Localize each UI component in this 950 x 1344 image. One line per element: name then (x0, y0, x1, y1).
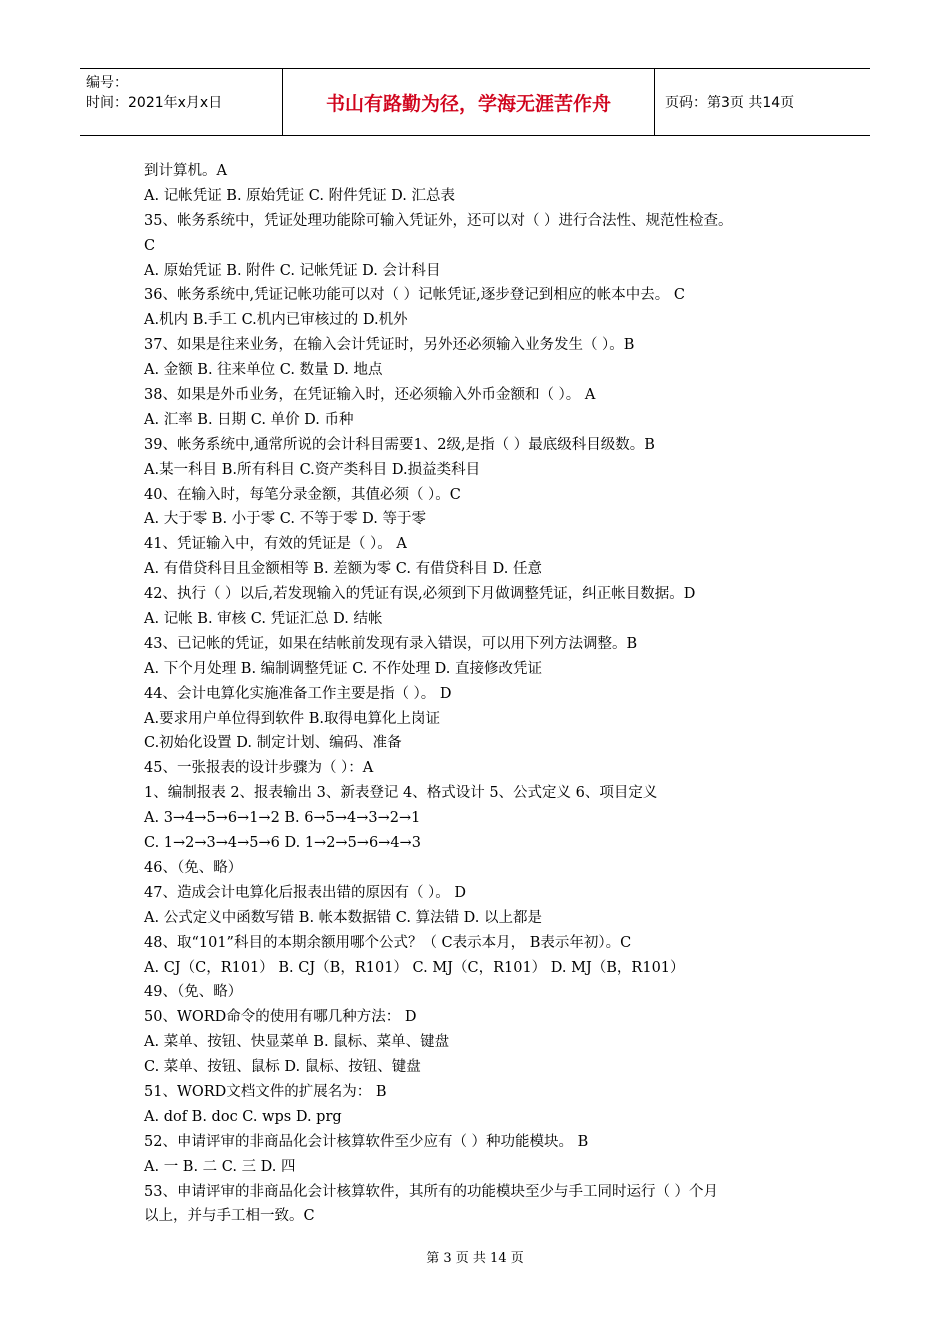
text-line: A. CJ（C，R101） B. CJ（B，R101） C. MJ（C，R101） D. MJ（B，R101） (144, 959, 685, 976)
text-line: 52、申请评审的非商品化会计核算软件至少应有（ ）种功能模块。 B (144, 1133, 589, 1150)
document-time-label: 时间：2021年x月x日 (86, 95, 223, 111)
text-line: A. 有借贷科目且金额相等 B. 差额为零 C. 有借贷科目 D. 任意 (144, 561, 543, 578)
text-line: C. 1→2→3→4→5→6 D. 1→2→5→6→4→3 (144, 835, 421, 852)
text-line: A. 大于零 B. 小于零 C. 不等于零 D. 等于零 (144, 511, 427, 528)
text-line: A. dof B. doc C. wps D. prg (144, 1108, 342, 1125)
text-line: 42、执行（ ）以后,若发现输入的凭证有误,必须到下月做调整凭证，纠正帐目数据。D (144, 586, 696, 603)
text-line: A. 记帐 B. 审核 C. 凭证汇总 D. 结帐 (144, 611, 383, 628)
text-line: A. 汇率 B. 日期 C. 单价 D. 币种 (144, 411, 354, 428)
header-info-cell (80, 69, 283, 135)
page-header (80, 68, 870, 136)
text-line: C.初始化设置 D. 制定计划、编码、准备 (144, 735, 402, 752)
header-motto: 书山有路勤为径，学海无涯苦作舟 (283, 69, 655, 135)
text-line: 50、WORD命令的使用有哪几种方法： D (144, 1009, 417, 1026)
text-line: A. 金额 B. 往来单位 C. 数量 D. 地点 (144, 362, 383, 379)
text-line: 以上，并与手工相一致。C (144, 1208, 315, 1225)
text-line: 43、已记帐的凭证，如果在结帐前发现有录入错误，可以用下列方法调整。B (144, 635, 638, 652)
text-line: 38、如果是外币业务，在凭证输入时，还必须输入外币金额和（ ）。 A (144, 387, 596, 404)
text-line: A.某一科目 B.所有科目 C.资产类科目 D.损益类科目 (144, 461, 481, 478)
page-footer: 第 3 页 共 14 页 (426, 1251, 524, 1266)
text-line: 到计算机。A (144, 163, 227, 179)
text-line: 35、帐务系统中，凭证处理功能除可输入凭证外，还可以对（ ）进行合法性、规范性检查。 (144, 212, 733, 229)
text-line: 45、一张报表的设计步骤为（ ）：A (144, 760, 374, 777)
header-page-info: 页码：第3页 共14页 (665, 95, 795, 111)
text-line: 37、如果是往来业务，在输入会计凭证时，另外还必须输入业务发生（ ）。B (144, 337, 635, 354)
text-line: A. 原始凭证 B. 附件 C. 记帐凭证 D. 会计科目 (144, 262, 441, 279)
text-line: 53、申请评审的非商品化会计核算软件，其所有的功能模块至少与手工同时运行（ ）个月 (144, 1183, 719, 1200)
document-number-label: 编号： (86, 75, 128, 91)
text-line: A. 公式定义中函数写错 B. 帐本数据错 C. 算法错 D. 以上都是 (144, 909, 543, 926)
text-line: A. 菜单、按钮、快显菜单 B. 鼠标、菜单、键盘 (144, 1034, 450, 1051)
text-line: 36、帐务系统中,凭证记帐功能可以对（ ）记帐凭证,逐步登记到相应的帐本中去。 C (144, 287, 685, 304)
text-line: A. 记帐凭证 B. 原始凭证 C. 附件凭证 D. 汇总表 (144, 187, 456, 204)
text-line: 40、在输入时，每笔分录金额，其值必须（ ）。C (144, 486, 461, 503)
text-line: A. 3→4→5→6→1→2 B. 6→5→4→3→2→1 (144, 810, 421, 827)
text-line: 41、凭证输入中，有效的凭证是（ ）。 A (144, 536, 407, 553)
text-line: A.要求用户单位得到软件 B.取得电算化上岗证 (144, 710, 440, 727)
text-line: C. 菜单、按钮、鼠标 D. 鼠标、按钮、键盘 (144, 1059, 421, 1076)
text-line: 44、会计电算化实施准备工作主要是指（ ）。 D (144, 685, 452, 702)
text-line: 51、WORD文档文件的扩展名为： B (144, 1083, 387, 1100)
text-line: A. 一 B. 二 C. 三 D. 四 (144, 1158, 296, 1175)
text-line: 49、（免、略） (144, 984, 243, 1001)
text-line: 39、帐务系统中,通常所说的会计科目需要1、2级,是指（ ）最底级科目级数。B (144, 436, 655, 453)
text-line: 47、造成会计电算化后报表出错的原因有（ ）。 D (144, 884, 467, 901)
document-body (144, 159, 834, 1229)
text-line: A.机内 B.手工 C.机内已审核过的 D.机外 (144, 312, 408, 329)
text-line: C (144, 237, 156, 254)
text-line: 46、（免、略） (144, 859, 243, 876)
text-line: 1、编制报表 2、报表输出 3、新表登记 4、格式设计 5、公式定义 6、项目定义 (144, 785, 658, 802)
text-line: A. 下个月处理 B. 编制调整凭证 C. 不作处理 D. 直接修改凭证 (144, 660, 543, 677)
text-line: 48、取“101”科目的本期余额用哪个公式？（ C表示本月， B表示年初）。C (144, 934, 632, 951)
